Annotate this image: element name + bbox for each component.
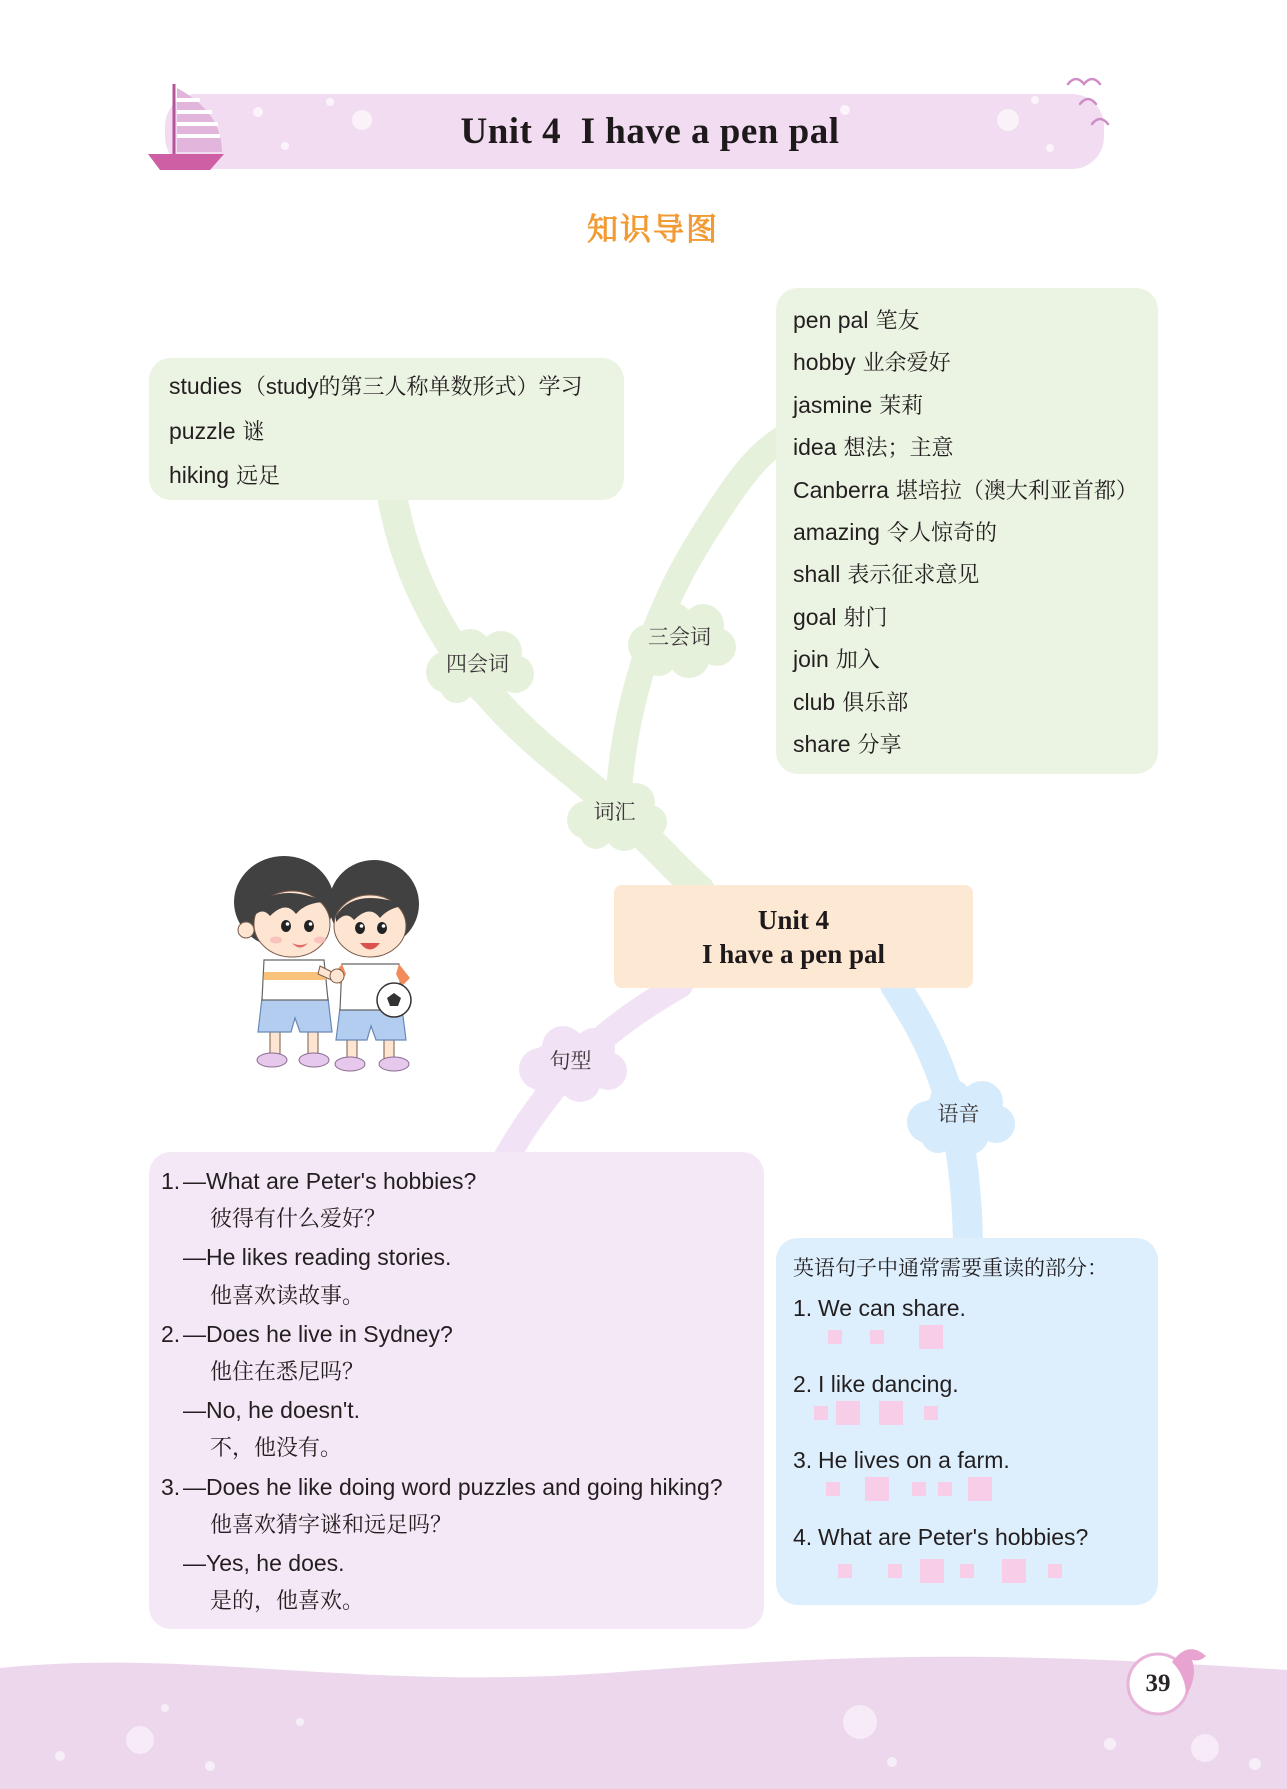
- stress-mark-weak: [924, 1406, 938, 1420]
- phonics-sentence: He lives on a farm.: [818, 1447, 1010, 1473]
- sentence-question: [161, 1468, 723, 1506]
- stress-mark-weak: [888, 1564, 902, 1578]
- vocab-row: [149, 364, 624, 409]
- stress-mark-weak: [1048, 1564, 1062, 1578]
- vocab-word: pen pal: [793, 307, 869, 333]
- three-skill-words-box: [776, 288, 1158, 774]
- vocab-row: [776, 299, 1158, 341]
- question-translation: 他喜欢猜字谜和远足吗？: [210, 1511, 453, 1537]
- vocab-row: [149, 409, 624, 454]
- vocab-row: [776, 511, 1158, 553]
- stress-mark-strong: [968, 1477, 992, 1501]
- vocab-word: idea: [793, 434, 837, 461]
- vocab-meaning: 令人惊奇的: [886, 519, 997, 545]
- stress-mark-weak: [912, 1482, 926, 1496]
- question-translation: 彼得有什么爱好？: [210, 1206, 387, 1232]
- vocab-word: amazing: [793, 518, 880, 545]
- central-topic-unit: Unit 4: [757, 904, 830, 935]
- stress-mark-strong: [879, 1401, 903, 1425]
- vocab-row: [776, 638, 1158, 680]
- answer-translation: 他喜欢读故事。: [210, 1282, 365, 1308]
- vocab-row: [776, 341, 1158, 383]
- vocab-word: share: [793, 730, 851, 757]
- sentence-number: 3.: [161, 1473, 181, 1500]
- question-text: —Does he live in Sydney?: [183, 1320, 453, 1347]
- vocab-word: club: [793, 688, 836, 715]
- vocab-word: join: [793, 646, 829, 673]
- sentence-question: [161, 1315, 453, 1353]
- phonics-box: [776, 1238, 1158, 1605]
- vocab-word: goal: [793, 603, 837, 630]
- page-title: Unit 4 I have a pen pal: [460, 111, 840, 152]
- vocab-meaning: 笔友: [875, 308, 920, 333]
- vocab-word: puzzle: [169, 417, 236, 444]
- vocab-meaning: 分享: [857, 731, 902, 757]
- phonics-intro: 英语句子中通常需要重读的部分：: [793, 1257, 1108, 1280]
- section-subtitle: 知识导图: [587, 212, 719, 248]
- vocab-word: studies: [169, 373, 242, 399]
- vocab-meaning: 射门: [843, 604, 888, 630]
- node-label: 词汇: [593, 801, 636, 824]
- vocab-meaning: 业余爱好: [862, 350, 951, 376]
- four-skill-words-box: [149, 358, 624, 500]
- stress-mark-strong: [1002, 1559, 1026, 1583]
- node-phonics: [896, 1070, 1021, 1160]
- stress-mark-strong: [920, 1559, 944, 1583]
- central-topic-title: I have a pen pal: [701, 938, 886, 969]
- vocab-meaning: 加入: [835, 647, 880, 673]
- vocab-row: [776, 553, 1158, 595]
- phonics-number: 4.: [793, 1524, 813, 1550]
- boy-right: [329, 860, 419, 1071]
- question-text: —Does he like doing word puzzles and going hiking?: [183, 1473, 723, 1500]
- sentence-patterns-box: [149, 1152, 764, 1629]
- stress-mark-weak: [938, 1482, 952, 1496]
- vocab-meaning: 远足: [236, 463, 281, 488]
- vocab-meaning: （study的第三人称单数形式）学习: [243, 374, 583, 399]
- vocab-word: hobby: [793, 349, 856, 376]
- node-label: 句型: [549, 1050, 592, 1073]
- vocab-row: [776, 426, 1158, 468]
- boy-left: [234, 856, 340, 1067]
- footer-wave: [0, 1657, 1287, 1789]
- phonics-sentence: I like dancing.: [818, 1371, 959, 1397]
- phonics-number: 2.: [793, 1371, 813, 1397]
- central-topic: [614, 885, 973, 988]
- vocab-meaning: 俱乐部: [842, 689, 909, 715]
- vocab-row: [776, 596, 1158, 638]
- stress-mark-weak: [870, 1330, 884, 1344]
- vocab-meaning: 堪培拉（澳大利亚首都）: [895, 477, 1138, 503]
- three-skill-word-list: [776, 288, 1158, 765]
- vocab-row: [776, 384, 1158, 426]
- page-number: 39: [1145, 1670, 1171, 1697]
- phonics-sentence: We can share.: [818, 1295, 966, 1321]
- node-label: 语音: [937, 1103, 980, 1126]
- stress-mark-weak: [838, 1564, 852, 1578]
- vocab-meaning: 表示征求意见: [847, 562, 980, 588]
- sentence-number: 1.: [161, 1168, 181, 1194]
- stress-mark-weak: [814, 1406, 828, 1420]
- vocab-word: Canberra: [793, 476, 889, 503]
- sentence-number: 2.: [161, 1320, 181, 1347]
- phonics-number: 1.: [793, 1295, 813, 1321]
- stress-mark-strong: [865, 1477, 889, 1501]
- node-three-skill: [617, 593, 742, 683]
- vocab-meaning: 谜: [242, 418, 265, 444]
- soccer-ball-icon: [377, 983, 411, 1017]
- question-text: —What are Peter's hobbies?: [183, 1168, 477, 1194]
- stress-mark-strong: [836, 1401, 860, 1425]
- node-sentences: [508, 1017, 633, 1107]
- phonics-sentence: What are Peter's hobbies?: [818, 1524, 1089, 1550]
- answer-text: —Yes, he does.: [183, 1550, 345, 1576]
- stress-mark-strong: [919, 1325, 943, 1349]
- question-translation: 他住在悉尼吗？: [210, 1359, 365, 1384]
- vocab-meaning: 茉莉: [879, 392, 924, 418]
- vocab-meaning: 想法；主意: [843, 435, 954, 461]
- node-four-skill: [415, 620, 540, 710]
- node-label: 三会词: [648, 626, 711, 649]
- four-skill-word-list: [149, 358, 624, 498]
- phonics-number: 3.: [793, 1447, 813, 1473]
- vocab-row: [776, 469, 1158, 511]
- answer-translation: 是的，他喜欢。: [210, 1588, 365, 1614]
- vocab-row: [776, 723, 1158, 765]
- vocab-row: [149, 453, 624, 498]
- answer-translation: 不，他没有。: [210, 1435, 343, 1461]
- vocab-row: [776, 681, 1158, 723]
- vocab-word: hiking: [169, 462, 230, 488]
- vocab-word: jasmine: [793, 391, 873, 418]
- answer-text: —No, he doesn't.: [183, 1397, 360, 1424]
- two-boys-handshake-illustration: [214, 850, 439, 1075]
- node-label: 四会词: [446, 653, 509, 676]
- stress-mark-weak: [960, 1564, 974, 1578]
- stress-mark-weak: [828, 1330, 842, 1344]
- stress-mark-weak: [826, 1482, 840, 1496]
- answer-text: —He likes reading stories.: [183, 1244, 452, 1271]
- node-vocabulary: [552, 768, 677, 858]
- vocab-word: shall: [793, 561, 841, 588]
- sentence-question: [161, 1162, 476, 1200]
